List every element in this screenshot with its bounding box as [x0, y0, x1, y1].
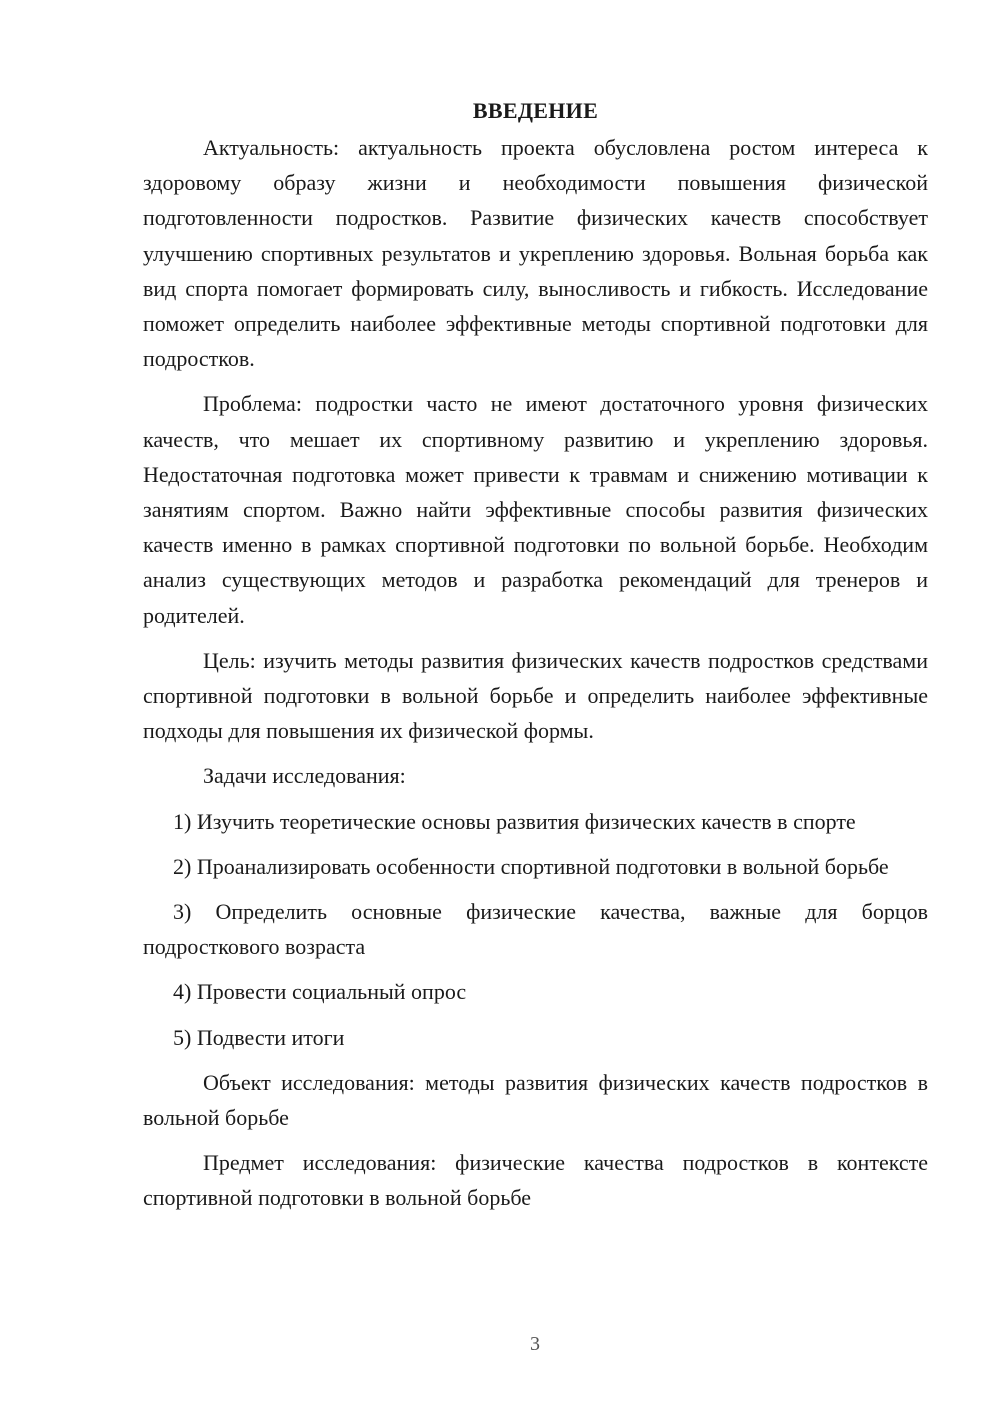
relevance-paragraph: Актуальность: актуальность проекта обусловлена ростом интереса к здоровому образу жизни и необходимости повышения физической подготовленности подростков. Развитие физических качеств способствует улучшению спортивных результатов и укреплению здоровья. Вольная борьба как вид спорта помогает формировать силу, выносливость и гибкость. Исследование поможет определить наиболее эффективные методы спортивной подготовки для подростков. — [143, 135, 928, 372]
page-title: ВВЕДЕНИЕ — [472, 98, 599, 123]
problem-paragraph: Проблема: подростки часто не имеют достаточного уровня физических качеств, что мешает их спортивному развитию и укреплению здоровья. Недостаточная подготовка может привести к травмам и снижению мотивации к занятиям спортом. Важно найти эффективные способы развития физических качеств именно в рамках спортивной подготовки по вольной борьбе. Необходим анализ существующих методов и разработка рекомендаций для тренеров и родителей. — [143, 391, 928, 628]
task-item-1: 1) Изучить теоретические основы развития физических качеств в спорте — [173, 808, 856, 834]
page-number: 3 — [530, 1333, 540, 1355]
goal-paragraph: Цель: изучить методы развития физических качеств подростков средствами спортивной подготовки в вольной борьбе и определить наиболее эффективные подходы для повышения их физической формы. — [143, 647, 928, 744]
document-page — [143, 96, 928, 1226]
task-item-5: 5) Подвести итоги — [173, 1024, 345, 1050]
task-item-4: 4) Провести социальный опрос — [173, 979, 467, 1005]
task-item-3: 3) Определить основные физические качества, важные для борцов подросткового возраста — [143, 899, 928, 960]
object-paragraph: Объект исследования: методы развития физических качеств подростков в вольной борьбе — [143, 1069, 928, 1131]
tasks-label: Задачи исследования: — [203, 763, 406, 789]
subject-paragraph: Предмет исследования: физические качества подростков в контексте спортивной подготовки в вольной борьбе — [143, 1150, 928, 1211]
task-item-2: 2) Проанализировать особенности спортивной подготовки в вольной борьбе — [173, 853, 889, 879]
tasks-list — [143, 804, 928, 1055]
